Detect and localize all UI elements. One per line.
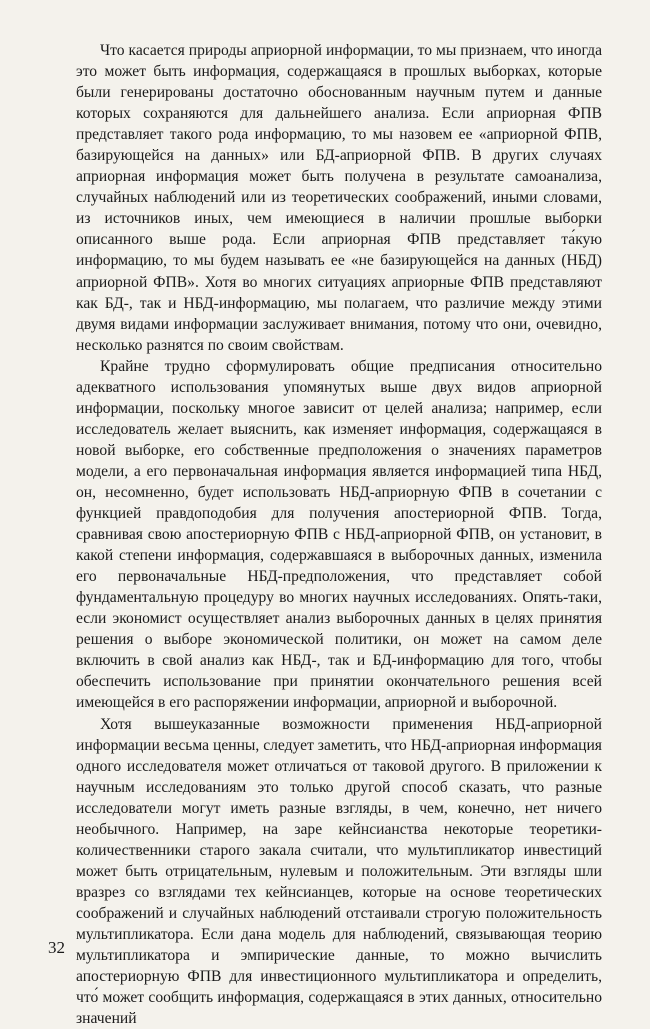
paragraph-3: Хотя вышеуказанные возможности применения НБД-априорной информации весьма ценны, следует заметить, что НБД-априорная информация одного исследователя может отличаться от таковой другого. В приложении к научным исследованиям это только другой способ сказать, что разные исследователи могут иметь разные взгляды, в чем, конечно, нет ничего необычного. Например, на заре кейнсианства некоторые теоретики-количественники старого закала считали, что мультипликатор инвестиций может быть отрицательным, нулевым и положительным. Эти взгляды шли вразрез со взглядами тех кейнсианцев, которые на основе теоретических соображений и случайных наблюдений отстаивали строгую положительность мультипликатора. Если дана модель для наблюдений, связывающая теорию мультипликатора и эмпирические данные, то можно вычислить апостериорную ФПВ для инвестиционного мультипликатора и определить, что́ может сообщить информация, содержащаяся в этих данных, относительно значений [76, 714, 602, 1029]
paragraph-1: Что касается природы априорной информации, то мы признаем, что иногда это может быть информация, содержащаяся в прошлых выборках, которые были генерированы достаточно обоснованным научным путем и данные которых сохраняются для дальнейшего анализа. Если априорная ФПВ представляет такого рода информацию, то мы назовем ее «априорной ФПВ, базирующейся на данных» или БД-априорной ФПВ. В других случаях априорная информация может быть получена в результате самоанализа, случайных наблюдений или из теоретических соображений, иными словами, из источников иных, чем имеющиеся в наличии прошлые выборки описанного выше рода. Если априорная ФПВ представляет та́кую информацию, то мы будем называть ее «не базирующейся на данных (НБД) априорной ФПВ». Хотя во многих ситуациях априорные ФПВ представляют как БД-, так и НБД-информацию, мы полагаем, что различие между этими двумя видами информации заслуживает внимания, потому что они, очевидно, несколько разнятся по своим свойствам. [76, 40, 602, 356]
page-number: 32 [48, 938, 65, 958]
body-text [76, 40, 602, 1029]
paragraph-2: Крайне трудно сформулировать общие предписания относительно адекватного использования упомянутых выше двух видов априорной информации, поскольку многое зависит от целей анализа; например, если исследователь желает выяснить, как изменяет информация, содержащаяся в новой выборке, его собственные предположения о значениях параметров модели, а его первоначальная информация является информацией типа НБД, он, несомненно, будет использовать НБД-априорную ФПВ в сочетании с функцией правдоподобия для получения апостериорной ФПВ. Тогда, сравнивая свою апостериорную ФПВ с НБД-априорной ФПВ, он установит, в какой степени информация, содержавшаяся в выборочных данных, изменила его первоначальные НБД-предположения, что представляет собой фундаментальную процедуру во многих научных исследованиях. Опять-таки, если экономист осуществляет анализ выборочных данных в целях принятия решения о выборе экономической политики, он может на самом деле включить в свой анализ как НБД-, так и БД-информацию для того, чтобы обеспечить использование при принятии окончательного решения всей имеющейся в его распоряжении информации, априорной и выборочной. [76, 356, 602, 714]
